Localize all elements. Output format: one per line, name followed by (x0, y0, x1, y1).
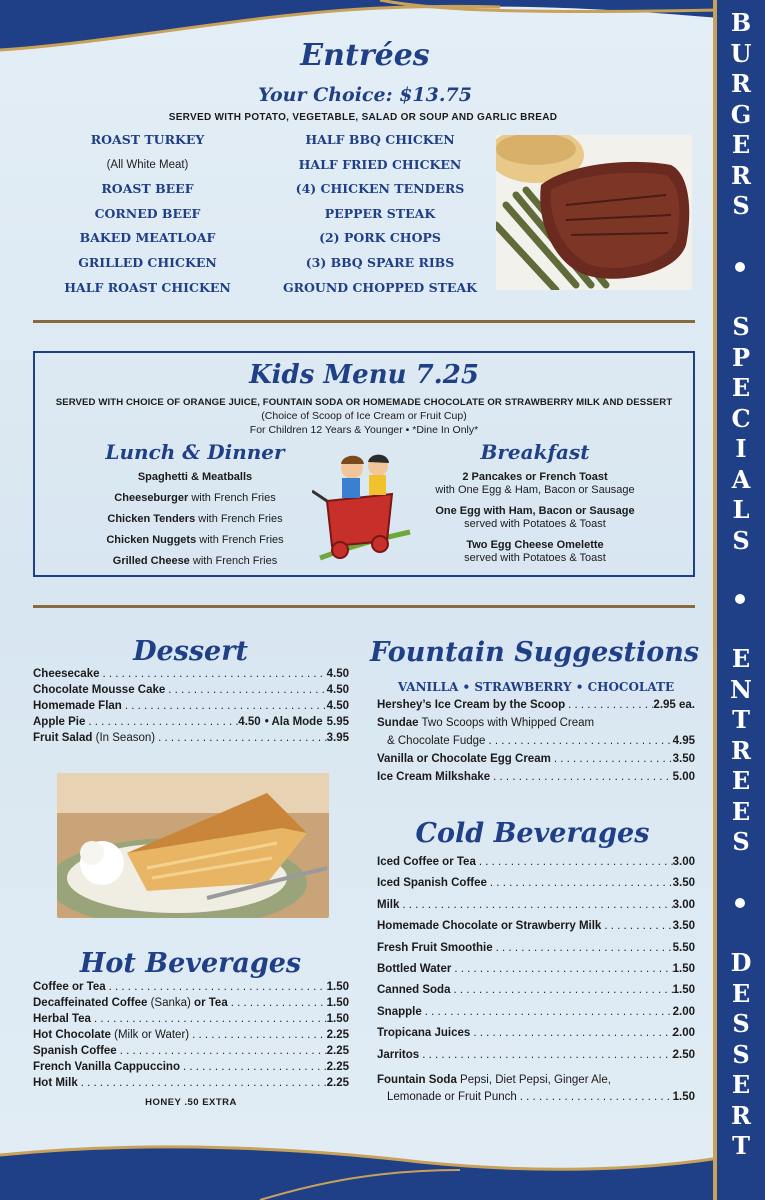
kids-wagon-illustration (312, 446, 412, 570)
dessert-title: Dessert (133, 636, 248, 667)
section-divider (33, 320, 695, 323)
side-dot (735, 262, 745, 272)
side-letter: R (731, 735, 751, 765)
side-letter: S (732, 1009, 750, 1038)
lunch-dinner-list (75, 467, 315, 572)
cold-bev-row: Fountain Soda Pepsi, Diet Pepsi, Ginger Ale, (377, 1073, 611, 1086)
cold-beverages-list (377, 856, 695, 1112)
kids-lunch-item: Spaghetti & Meatballs (137, 471, 253, 483)
breakfast-list (420, 471, 650, 565)
hot-beverages-list (33, 981, 349, 1108)
side-word-dessert (717, 948, 765, 1162)
fountain-row: & Chocolate Fudge . . . 4.95 (377, 735, 695, 753)
cold-bev-row: Homemade Chocolate or Strawberry Milk . . . 3.50 (377, 920, 695, 941)
cold-bev-row: Canned Soda . . . 1.50 (377, 984, 695, 1005)
side-letter: E (731, 130, 751, 159)
entree-item: HALF ROAST CHICKEN (64, 279, 231, 295)
fountain-row: Ice Cream Milkshake . . . 5.00 (377, 771, 695, 789)
steak-photo (496, 135, 692, 290)
kids-lunch-item: Chicken Tenders with French Fries (107, 513, 283, 525)
entree-item: GROUND CHOPPED STEAK (282, 279, 478, 295)
side-letter: L (732, 495, 750, 524)
side-letter: T (732, 1131, 750, 1160)
hot-bev-row: Decaffeinated Coffee (Sanka) or Tea . . . 1.50 (33, 997, 349, 1013)
side-letter: P (731, 342, 751, 372)
entrees-right-column (280, 128, 480, 300)
section-divider (33, 605, 695, 608)
entrees-title: Entrées (300, 38, 430, 73)
side-letter: E (731, 644, 751, 673)
cold-bev-row: Iced Coffee or Tea . . . 3.00 (377, 856, 695, 877)
entree-item: (3) BBQ SPARE RIBS (305, 254, 455, 270)
apple-pie-photo (57, 773, 329, 918)
cold-bev-row: Snapple . . . 2.00 (377, 1006, 695, 1027)
breakfast-item: Two Egg Cheese Omelette (466, 539, 604, 551)
entree-item: PEPPER STEAK (324, 205, 436, 221)
entree-item: CORNED BEEF (94, 205, 201, 221)
entrees-price: Your Choice: $13.75 (258, 84, 472, 106)
cold-bev-row: Iced Spanish Coffee . . . 3.50 (377, 877, 695, 898)
breakfast-item-desc: served with Potatoes & Toast (464, 552, 606, 564)
side-letter: S (732, 827, 750, 856)
side-letter: B (730, 8, 752, 37)
entree-item: ROAST TURKEY (90, 132, 205, 147)
side-letter: S (732, 191, 750, 220)
fountain-row: Hershey’s Ice Cream by the Scoop . . . 2.95 ea. (377, 699, 695, 717)
entree-item: BAKED MEATLOAF (79, 230, 216, 246)
side-letter: G (730, 99, 752, 129)
side-letter: T (732, 705, 750, 734)
kids-lunch-item: Chicken Nuggets with French Fries (106, 534, 284, 546)
cold-bev-row: Tropicana Juices . . . 2.00 (377, 1027, 695, 1048)
dessert-row: Homemade Flan . . . 4.50 (33, 700, 349, 716)
hot-beverages-title: Hot Beverages (79, 948, 302, 979)
kids-lunch-item: Grilled Cheese with French Fries (112, 555, 278, 567)
fountain-row: Vanilla or Chocolate Egg Cream . . . 3.50 (377, 753, 695, 771)
kids-lunch-item: Cheeseburger with French Fries (114, 492, 276, 504)
side-letter: R (731, 69, 751, 98)
entree-item-note: (All White Meat) (106, 158, 189, 171)
kids-note-1: (Choice of Scoop of Ice Cream or Fruit Cup) (261, 410, 467, 422)
entree-item: HALF FRIED CHICKEN (298, 156, 462, 172)
side-letter: A (731, 464, 751, 494)
cold-bev-row: Milk . . . 3.00 (377, 899, 695, 920)
dessert-row: Apple Pie . . . 4.50 • Ala Mode 5.95 (33, 716, 349, 732)
entrees-left-column (55, 128, 240, 300)
side-letter: R (731, 1100, 751, 1130)
side-letter: E (731, 766, 751, 795)
side-letter: N (730, 674, 752, 704)
hot-bev-row: Coffee or Tea . . . 1.50 (33, 981, 349, 997)
side-letter: E (731, 1070, 751, 1099)
bottom-swoosh (0, 1130, 720, 1200)
fountain-title: Fountain Suggestions (370, 637, 700, 668)
breakfast-title: Breakfast (480, 440, 590, 464)
side-letter: R (731, 160, 751, 190)
breakfast-item-desc: with One Egg & Ham, Bacon or Sausage (435, 484, 635, 496)
dessert-list (33, 668, 349, 748)
dessert-row: Cheesecake . . . 4.50 (33, 668, 349, 684)
side-letter: D (730, 948, 752, 977)
side-letter: E (731, 978, 751, 1008)
kids-served-with: SERVED WITH CHOICE OF ORANGE JUICE, FOUNTAIN SODA OR HOMEMADE CHOCOLATE OR STRAWBERRY MILK AND DESSERT (55, 397, 673, 408)
entree-item: (2) PORK CHOPS (319, 230, 441, 246)
fountain-list (377, 699, 695, 789)
kids-notes (33, 409, 695, 437)
kids-note-2: For Children 12 Years & Younger • *Dine In Only* (249, 424, 479, 436)
hot-bev-row: Hot Milk . . . 2.25 (33, 1077, 349, 1093)
cold-bev-row: Fresh Fruit Smoothie . . . 5.50 (377, 942, 695, 963)
cold-beverages-title: Cold Beverages (415, 818, 650, 849)
fountain-row: Sundae Two Scoops with Whipped Cream (377, 717, 595, 729)
side-word-entrees (717, 644, 765, 858)
kids-menu-title: Kids Menu 7.25 (249, 360, 479, 390)
entree-item: (4) CHICKEN TENDERS (295, 181, 465, 197)
dessert-row: Chocolate Mousse Cake . . . 4.50 (33, 684, 349, 700)
hot-bev-row: French Vanilla Cappuccino . . . 2.25 (33, 1061, 349, 1077)
hot-bev-row: Hot Chocolate (Milk or Water) . . . 2.25 (33, 1029, 349, 1045)
side-letter: S (732, 312, 750, 341)
side-letter: U (730, 38, 752, 68)
side-letter: I (735, 434, 747, 463)
side-category-band (713, 0, 765, 1200)
side-letter: E (731, 796, 751, 826)
breakfast-item-desc: served with Potatoes & Toast (464, 518, 606, 530)
entrees-served-with: SERVED WITH POTATO, VEGETABLE, SALAD OR SOUP AND GARLIC BREAD (168, 112, 558, 123)
side-letter: S (732, 525, 750, 555)
breakfast-item: One Egg with Ham, Bacon or Sausage (435, 505, 635, 517)
side-word-specials (717, 312, 765, 556)
side-letter: S (732, 1039, 750, 1069)
cold-bev-row: Jarritos . . . 2.50 (377, 1049, 695, 1070)
dessert-row: Fruit Salad (In Season) . . . 3.95 (33, 732, 349, 748)
breakfast-item: 2 Pancakes or French Toast (462, 471, 608, 483)
side-dot (735, 898, 745, 908)
lunch-dinner-title: Lunch & Dinner (105, 440, 285, 464)
side-dot (735, 594, 745, 604)
side-letter: E (731, 373, 751, 402)
entree-item: ROAST BEEF (101, 181, 194, 197)
entree-item: HALF BBQ CHICKEN (305, 132, 455, 147)
hot-bev-row: Herbal Tea . . . 1.50 (33, 1013, 349, 1029)
cold-bev-row: Bottled Water . . . 1.50 (377, 963, 695, 984)
hot-bev-row: Spanish Coffee . . . 2.25 (33, 1045, 349, 1061)
honey-extra-note: HONEY .50 EXTRA (145, 1097, 237, 1108)
fountain-flavors: VANILLA • STRAWBERRY • CHOCOLATE (397, 680, 675, 694)
entree-item: GRILLED CHICKEN (78, 254, 217, 270)
cold-bev-row: Lemonade or Fruit Punch . . . 1.50 (377, 1091, 695, 1112)
side-letter: C (731, 403, 751, 433)
